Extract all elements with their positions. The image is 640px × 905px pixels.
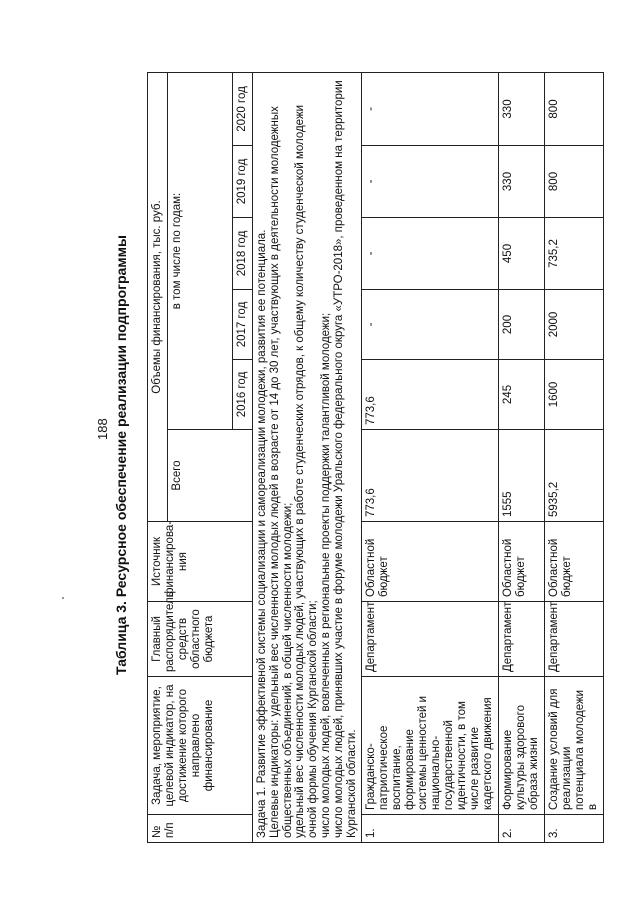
header-year: 2016 год: [233, 360, 253, 430]
task-line: Целевые индикаторы: удельный вес численности молодых людей в возрасте от 14 до 30 лет, участвующих в деятельности молодежных общественных объединений, в общей численности молодежи;: [268, 106, 294, 838]
task-row: [253, 72, 362, 842]
task-line: удельный вес численности молодых людей, участвующих в работе студенческих отрядов, к общему количеству студенческой молодежи очной формы обучения Курганской области;: [294, 104, 320, 838]
header-num: № п/п: [148, 815, 253, 843]
row-num: 2.: [499, 815, 545, 843]
header-volume: Объемы финансирования, тыс. руб.: [148, 72, 168, 521]
row-num: 3.: [545, 815, 604, 843]
header-year: 2018 год: [233, 218, 253, 290]
resource-table: [147, 72, 604, 843]
row-year-value: -: [362, 218, 499, 290]
header-row-1: [148, 72, 168, 842]
row-total: 773,6: [362, 430, 499, 522]
header-year: 2017 год: [233, 290, 253, 360]
row-manager: Департамент: [545, 602, 604, 677]
header-year: 2020 год: [233, 72, 253, 145]
row-year-value: 735,2: [545, 218, 604, 290]
row-year-value: 330: [499, 146, 545, 218]
row-source: Областной бюджет: [362, 522, 499, 602]
rotated-page-content: [112, 73, 640, 843]
table-row: [362, 72, 499, 842]
task-line: число молодых людей, принявших участие в форуме молодежи Уральского федерального округа «УТРО-2018», проведенном на территории Курганской области.: [332, 80, 358, 838]
task-line: число молодых людей, вовлеченных в региональные проекты поддержки талантливой молодежи;: [319, 312, 332, 838]
task-line: Задача 1. Развитие эффективной системы социализации и самореализации молодежи, развития ее потенциала.: [256, 229, 268, 838]
header-source: Источник финансирова-ния: [148, 522, 253, 602]
row-year-value: 800: [545, 72, 604, 145]
row-total: 1555: [499, 430, 545, 522]
row-year-value: 200: [499, 290, 545, 360]
header-total: Всего: [168, 430, 253, 522]
table-row: [545, 72, 604, 842]
row-source: Областной бюджет: [499, 522, 545, 602]
row-num: 1.: [362, 815, 499, 843]
header-manager: Главный распорядитель средств областного бюджета: [148, 602, 253, 677]
row-year-value: 2000: [545, 290, 604, 360]
table-row: [499, 72, 545, 842]
row-year-value: 330: [499, 72, 545, 145]
table-title: Таблица 3. Ресурсное обеспечение реализации подпрограммы: [113, 235, 129, 675]
row-task: Формирование культуры здорового образа жизни: [499, 677, 545, 815]
row-task: Создание условий для реализации потенциала молодежи в: [545, 677, 604, 815]
header-task: Задача, мероприятие, целевой индикатор, на достижение которого направлено финансирование: [148, 677, 253, 815]
row-source: Областной бюджет: [545, 522, 604, 602]
row-year-value: -: [362, 72, 499, 145]
row-year-value: -: [362, 290, 499, 360]
page-number: 188: [95, 418, 110, 440]
row-year-value: 1600: [545, 360, 604, 430]
row-year-value: 450: [499, 218, 545, 290]
row-manager: Департамент: [499, 602, 545, 677]
task-description: [253, 72, 362, 842]
row-total: 5935,2: [545, 430, 604, 522]
row-manager: Департамент: [362, 602, 499, 677]
header-year: 2019 год: [233, 146, 253, 218]
row-year-value: -: [362, 146, 499, 218]
row-year-value: 773,6: [362, 360, 499, 430]
row-task: Гражданско-патриотическое воспитание, формирование системы ценностей и национально-государственной идентичности, в том числе развитие кадетского движения: [362, 677, 499, 815]
row-year-value: 245: [499, 360, 545, 430]
row-year-value: 800: [545, 146, 604, 218]
scan-speck: [62, 597, 64, 599]
header-by-years: в том числе по годам:: [168, 72, 233, 429]
